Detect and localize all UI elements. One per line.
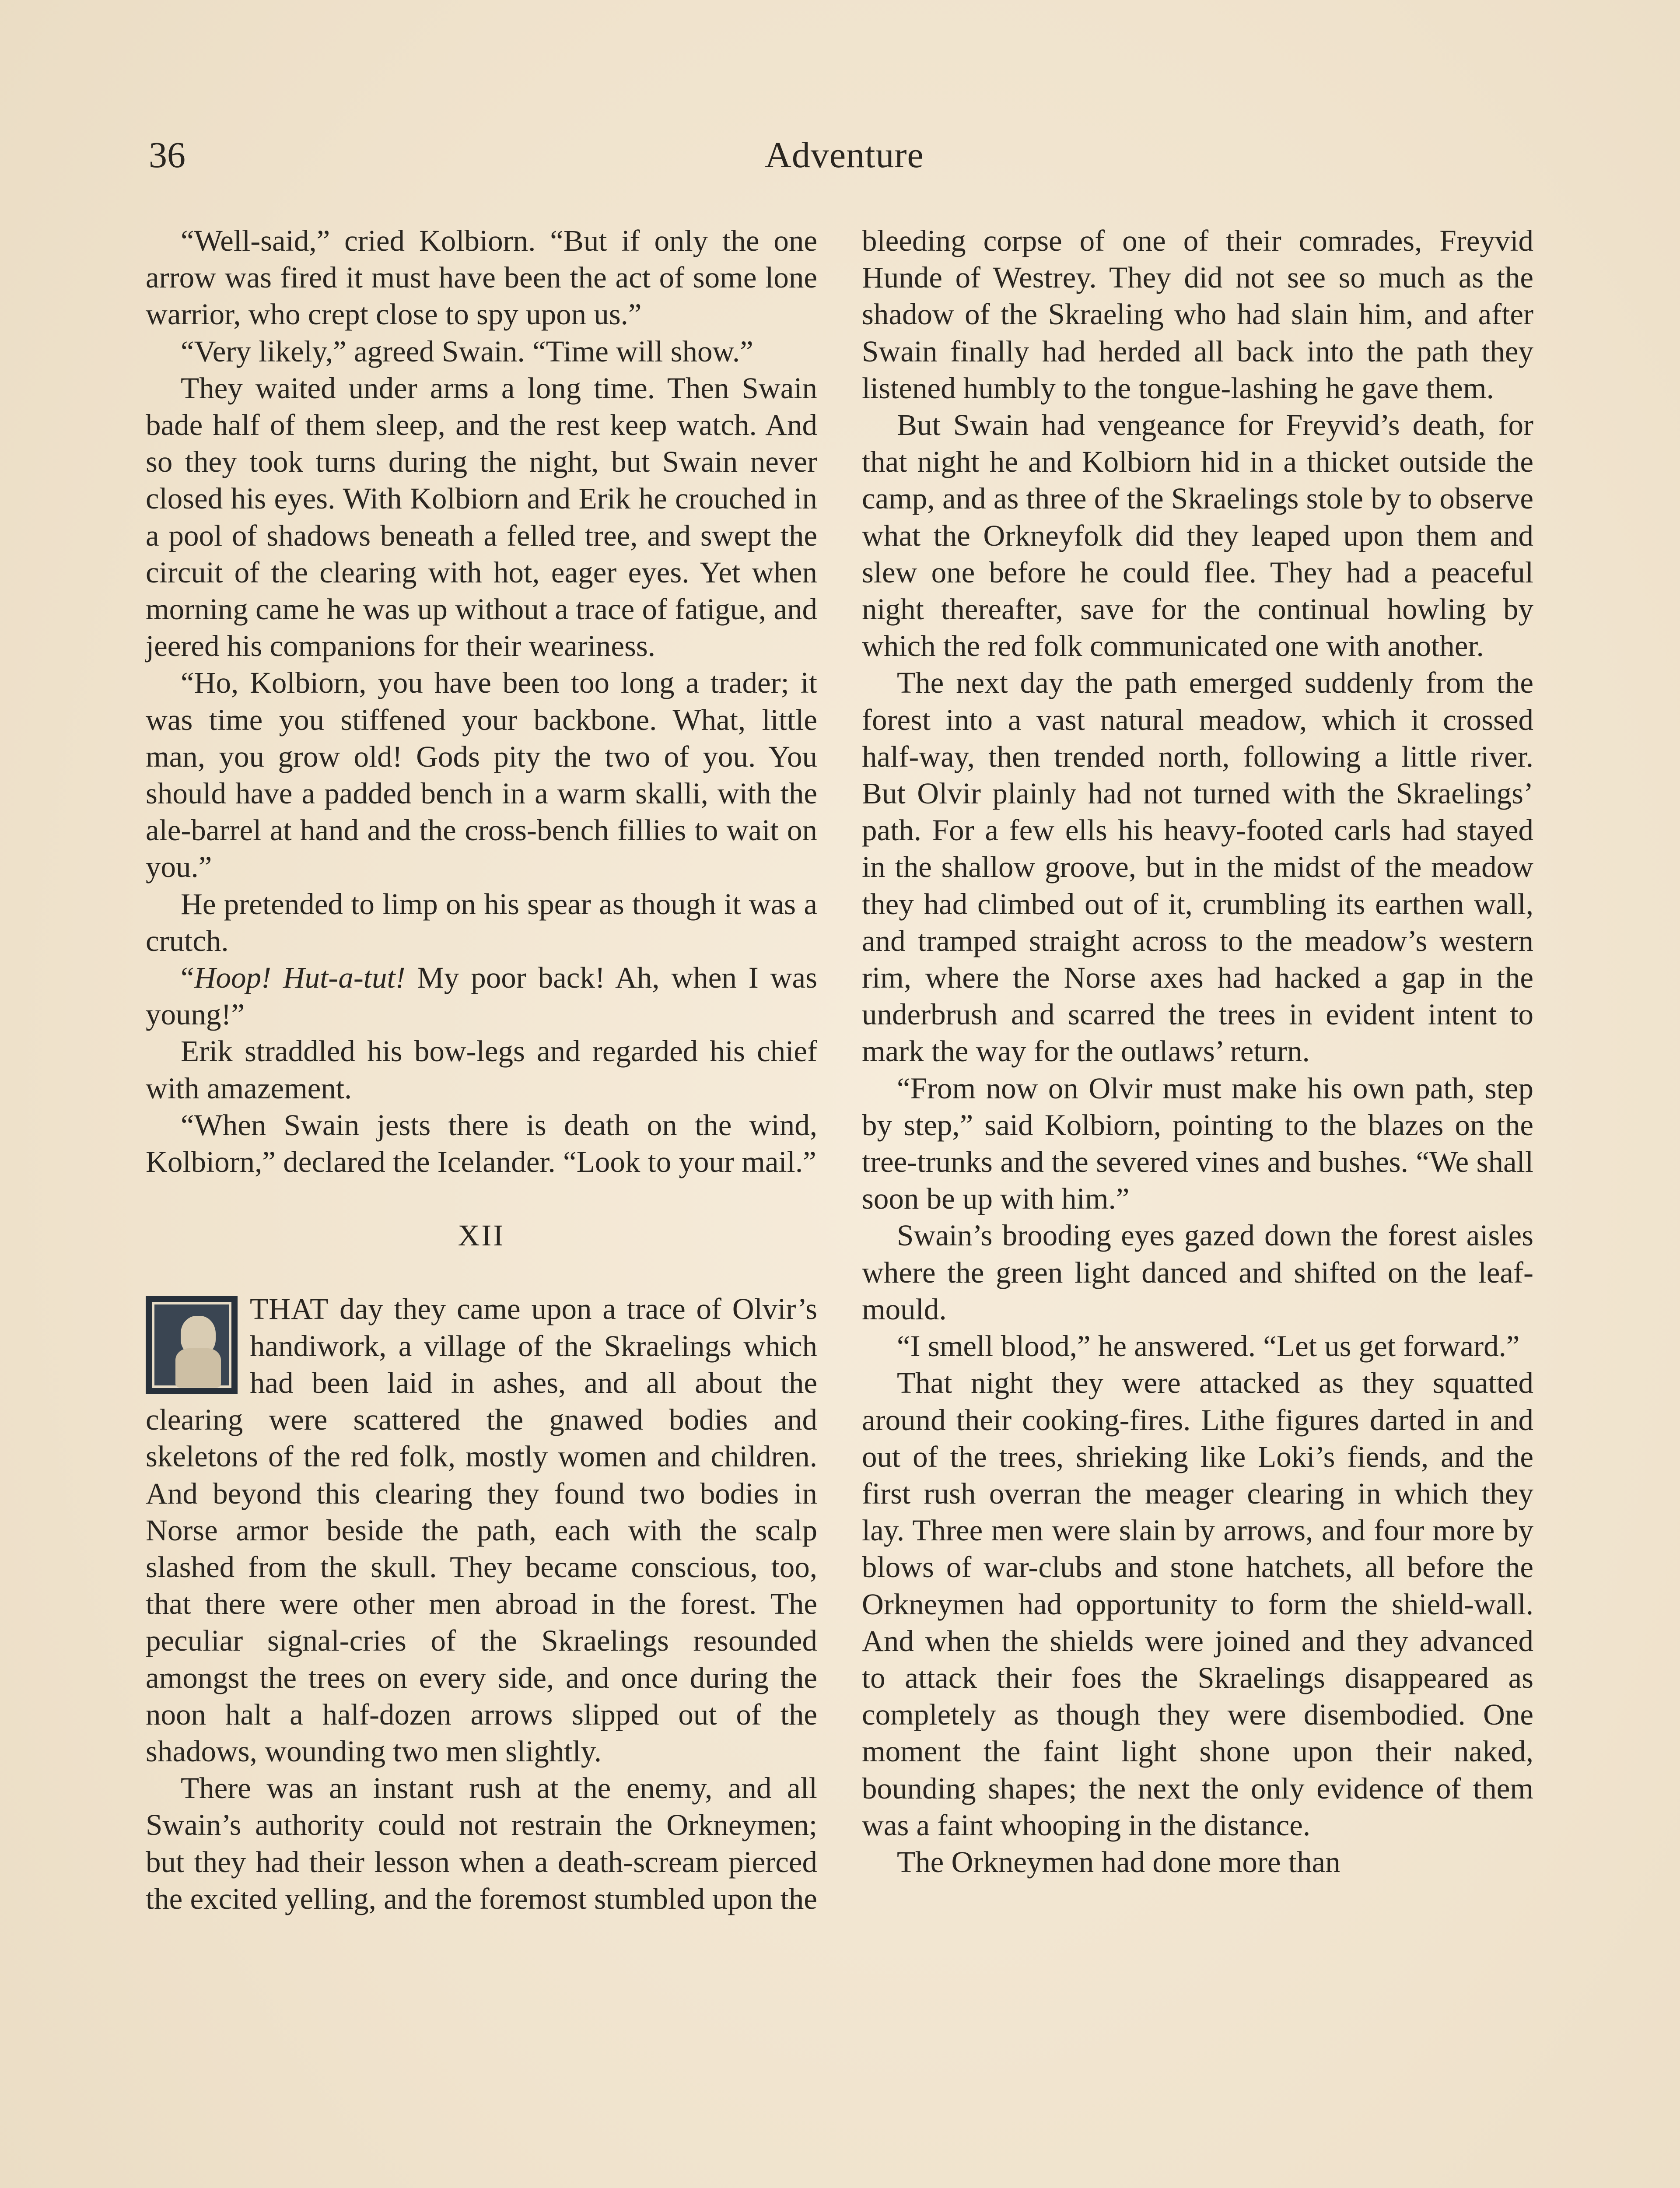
dropcap-word: THAT [250,1292,329,1326]
paragraph: Swain’s brooding eyes gazed down the forest aisles where the green light danced and shifted on the leaf-mould. [862,1219,1533,1326]
paragraph: “When Swain jests there is death on the wind, Kolbiorn,” declared the Icelander. “Look to your mail.” [146,1108,817,1179]
paragraph: “From now on Olvir must make his own path, step by step,” said Kolbiorn, pointing to the blazes on the tree-trunks and the severed vines and bushes. “We shall soon be up with him.” [862,1071,1533,1216]
paragraph: “I smell blood,” he answered. “Let us get forward.” [897,1329,1520,1363]
paragraph: “Well-said,” cried Kolbiorn. “But if only the one arrow was fired it must have been the act of some lone warrior, who crept close to spy upon us.” [146,224,817,331]
dropcap-paragraph [146,1290,817,1770]
paragraph: bleeding corpse of one of their comrades, Freyvid Hunde of Westrey. They did not see so much as the shadow of the Skraeling who had slain him, and after Swain finally had herded all back into the path they listened humbly to the tongue-lashing he gave them. [862,224,1533,405]
left-column [146,222,817,1917]
paragraph: He pretended to limp on his spear as though it was a crutch. [146,887,817,957]
illustrated-initial-icon [146,1296,238,1394]
paragraph: The next day the path emerged suddenly from the forest into a vast natural meadow, which it crossed half-way, then trended north, following a little river. But Olvir plainly had not turned with the Skraelings’ path. For a few ells his heavy-footed carls had stayed in the shallow groove, but in the midst of the meadow they had climbed out of it, crumbling its earthen wall, and tramped straight across to the meadow’s western rim, where the Norse axes had hacked a gap in the underbrush and scarred the trees in evident intent to mark the way for the outlaws’ return. [862,666,1533,1068]
page-number: 36 [149,135,186,175]
paragraph-hoop: “Hoop! Hut-a-tut! My poor back! Ah, when I was young!” [146,961,817,1031]
paragraph: “Ho, Kolbiorn, you have been too long a trader; it was time you stiffened your backbone. What, little man, you grow old! Gods pity the two of you. You should have a padded bench in a warm skalli, with the ale-barrel at hand and the cross-bench fillies to wait on you.” [146,666,817,884]
dropcap-paragraph-rest: day they came upon a trace of Olvir’s handiwork, a village of the Skraelings which had been laid in ashes, and all about the clearing were scattered the gnawed bodies and skeletons of the red folk, mostly women and children. And beyond this clearing they found two bodies in Norse armor beside the path, each with the scalp slashed from the skull. They became conscious, too, that there were other men abroad in the forest. The peculiar signal-cries of the Skraelings resounded amongst the trees on every side, and once during the noon halt a half-dozen arrows slipped out of the shadows, wounding two men slightly. [146,1292,817,1768]
right-column [862,222,1533,1880]
hoop-exclamation: Hoop! Hut-a-tut! [194,961,406,995]
paragraph: But Swain had vengeance for Freyvid’s death, for that night he and Kolbiorn hid in a thicket outside the camp, and as three of the Skraelings stole by to observe what the Orkneyfolk did they leaped upon them and slew one before he could flee. They had a peaceful night thereafter, save for the continual howling by which the red folk communicated one with another. [862,408,1533,663]
paragraph: “Very likely,” agreed Swain. “Time will show.” [181,334,753,368]
paragraph: There was an instant rush at the enemy, and all Swain’s authority could not restrain the Orkneymen; but they had their lesson when a death-scream pierced the excited yelling, and the foremost stumbled upon the [146,1771,817,1915]
running-header [149,131,1540,188]
running-title: Adventure [765,135,924,175]
paragraph: They waited under arms a long time. Then Swain bade half of them sleep, and the rest keep watch. And so they took turns during the night, but Swain never closed his eyes. With Kolbiorn and Erik he crouched in a pool of shadows beneath a felled tree, and swept the circuit of the clearing with hot, eager eyes. Yet when morning came he was up without a trace of fatigue, and jeered his companions for their weariness. [146,371,817,663]
paragraph: Erik straddled his bow-legs and regarded his chief with amazement. [146,1034,817,1105]
paragraph: The Orkneymen had done more than [897,1845,1340,1879]
section-heading: XII [458,1219,505,1252]
paragraph: That night they were attacked as they squatted around their cooking-fires. Lithe figures darted in and out of the trees, shrieking like Loki’s fiends, and the first rush overran the meager clearing in which they lay. Three men were slain by arrows, and four more by blows of war-clubs and stone hatchets, all before the Orkneymen had opportunity to form the shield-wall. And when the shields were joined and they advanced to attack their foes the Skraelings disappeared as completely as though they were disembodied. One moment the faint light shone upon their naked, bounding shapes; the next the only evidence of them was a faint whooping in the distance. [862,1366,1533,1842]
hoop-rest: My poor back! Ah, when I was young!” [146,961,817,1031]
